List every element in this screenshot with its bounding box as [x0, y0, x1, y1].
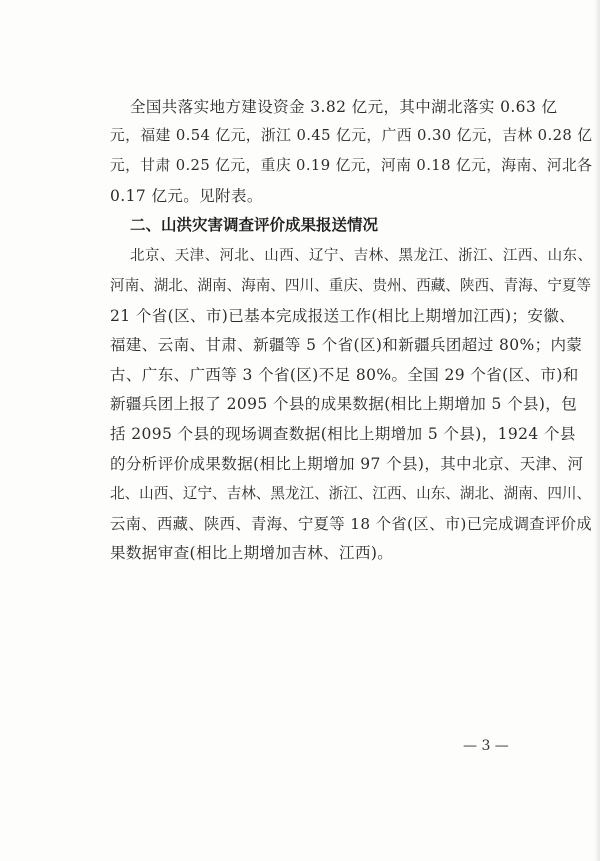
paragraph2-line-3: 21 个省(区、市)已基本完成报送工作(相比上期增加江西)；安徽、	[110, 307, 576, 325]
paragraph2-line-6: 新疆兵团上报了 2095 个县的成果数据(相比上期增加 5 个县)，包	[110, 395, 578, 413]
page-number: — 3 —	[463, 738, 509, 754]
paragraph2-line-2: 河南、湖北、湖南、海南、四川、重庆、贵州、西藏、陕西、青海、宁夏等	[110, 277, 592, 294]
paragraph1-line-4: 0.17 亿元。见附表。	[110, 187, 263, 205]
paragraph1-line-1: 全国共落实地方建设资金 3.82 亿元，其中湖北落实 0.63 亿	[130, 98, 558, 116]
paragraph2-line-8: 的分析评价成果数据(相比上期增加 97 个县)，其中北京、天津、河	[110, 455, 584, 473]
paragraph2-line-7: 括 2095 个县的现场调查数据(相比上期增加 5 个县)，1924 个县	[110, 425, 576, 443]
paragraph2-line-1: 北京、天津、河北、山西、辽宁、吉林、黑龙江、浙江、江西、山东、	[130, 248, 593, 264]
paragraph2-line-11: 果数据审查(相比上期增加吉林、江西)。	[110, 544, 394, 562]
scan-edge-shadow	[594, 0, 600, 861]
paragraph2-line-4: 福建、云南、甘肃、新疆等 5 个省(区)和新疆兵团超过 80%；内蒙	[110, 336, 583, 354]
paragraph1-line-3: 元，甘肃 0.25 亿元，重庆 0.19 亿元，河南 0.18 亿元，海南、河北各	[110, 157, 593, 174]
paragraph2-line-10: 云南、西藏、陕西、青海、宁夏等 18 个省(区、市)已完成调查评价成	[110, 515, 593, 533]
paragraph2-line-5: 古、广东、广西等 3 个省(区)不足 80%。全国 29 个省(区、市)和	[110, 366, 579, 384]
section-heading: 二、山洪灾害调查评价成果报送情况	[130, 216, 379, 234]
paragraph1-line-2: 元，福建 0.54 亿元，浙江 0.45 亿元，广西 0.30 亿元，吉林 0.28 亿	[110, 127, 593, 144]
paragraph2-line-9: 北、山西、辽宁、吉林、黑龙江、浙江、江西、山东、湖北、湖南、四川、	[110, 485, 592, 502]
